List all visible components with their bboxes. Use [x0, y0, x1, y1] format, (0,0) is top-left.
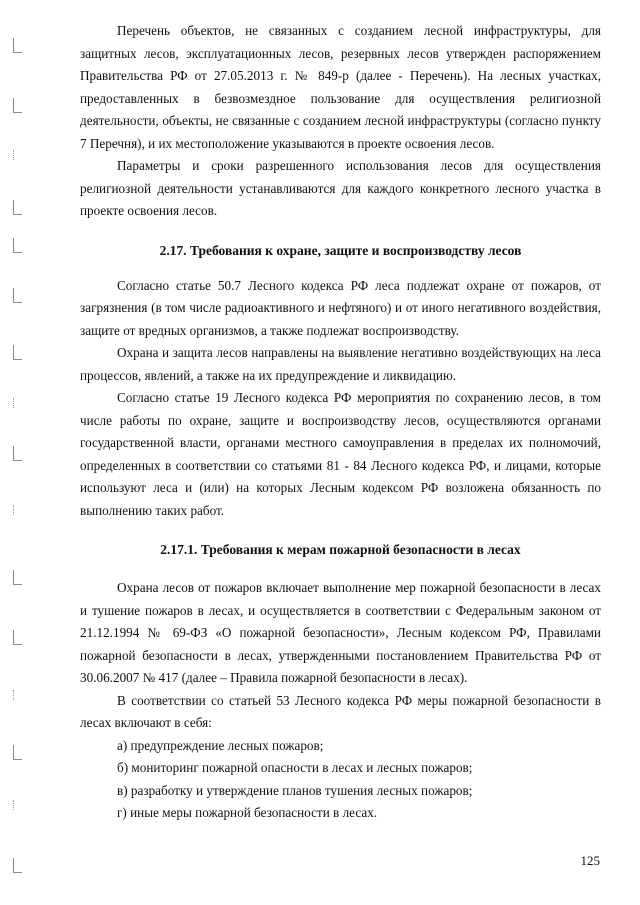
- binding-mark: [13, 505, 22, 515]
- binding-mark: [13, 858, 22, 873]
- binding-mark: [13, 745, 22, 760]
- binding-mark: [13, 38, 22, 53]
- binding-mark: [13, 150, 22, 160]
- binding-mark: [13, 200, 22, 215]
- page-number: 125: [580, 853, 600, 868]
- binding-mark: [13, 398, 22, 408]
- paragraph: Охрана и защита лесов направлены на выявление негативно воздействующих на леса процессов, явлений, а также на их предупреждение и ликвидацию.: [80, 345, 601, 383]
- list-item: б) мониторинг пожарной опасности в лесах и лесных пожаров;: [117, 760, 473, 775]
- binding-mark: [13, 98, 22, 113]
- paragraph: Перечень объектов, не связанных с созданием лесной инфраструктуры, для защитных лесов, эксплуатационных лесов, резервных лесов утвержден распоряжением Правительства РФ от 27.05.2013 г. № 849-р (далее - Перечень). На лесных участках, предоставленных в безвозмездное пользование для осуществления религиозной деятельности, объекты, не связанные с созданием лесной инфраструктуры (согласно пункту 7 Перечня), и их местоположение указываются в проекте освоения лесов.: [80, 23, 601, 151]
- binding-mark: [13, 570, 22, 585]
- measures-list: [80, 735, 601, 825]
- list-item: а) предупреждение лесных пожаров;: [117, 737, 324, 753]
- paragraph: Параметры и сроки разрешенного использования лесов для осуществления религиозной деятельности устанавливаются для каждого конкретного лесного участка в проекте освоения лесов.: [80, 158, 601, 218]
- list-item: г) иные меры пожарной безопасности в лесах.: [117, 805, 378, 820]
- binding-mark: [13, 238, 22, 253]
- binding-mark: [13, 630, 22, 645]
- binding-mark: [13, 345, 22, 360]
- list-item: в) разработку и утверждение планов тушения лесных пожаров;: [117, 782, 473, 798]
- binding-mark: [13, 446, 22, 461]
- paragraph: Охрана лесов от пожаров включает выполнение мер пожарной безопасности в лесах и тушение пожаров в лесах, и осуществляется в соответствии с Федеральным законом от 21.12.1994 № 69-ФЗ «О пожарной безопасности», Лесным кодексом РФ, Правилами пожарной безопасности в лесах, утвержденными постановлением Правительства РФ от 30.06.2007 № 417 (далее – Правила пожарной безопасности в лесах).: [80, 580, 601, 685]
- subsection-heading: 2.17.1. Требования к мерам пожарной безопасности в лесах: [160, 542, 521, 557]
- binding-mark: [13, 800, 22, 810]
- binding-margin-marks: [0, 0, 40, 905]
- paragraph: В соответствии со статьей 53 Лесного кодекса РФ меры пожарной безопасности в лесах включают в себя:: [80, 692, 601, 730]
- paragraph: Согласно статье 50.7 Лесного кодекса РФ леса подлежат охране от пожаров, от загрязнения (в том числе радиоактивного и нефтяного) и от иного негативного воздействия, защите от вредных организмов, а также подлежат воспроизводству.: [80, 277, 601, 338]
- page-content: [80, 20, 601, 825]
- binding-mark: [13, 690, 22, 700]
- paragraph: Согласно статье 19 Лесного кодекса РФ мероприятия по сохранению лесов, в том числе работы по охране, защите и воспроизводству лесов, осуществляются органами государственной власти, органами местного самоуправления в пределах их полномочий, определенных в соответствии со статьями 81 - 84 Лесного кодекса РФ, и лицами, которые используют леса и (или) на которых Лесным кодексом РФ возложена обязанность по выполнению таких работ.: [80, 390, 601, 518]
- section-heading: 2.17. Требования к охране, защите и воспроизводству лесов: [159, 242, 522, 258]
- binding-mark: [13, 288, 22, 303]
